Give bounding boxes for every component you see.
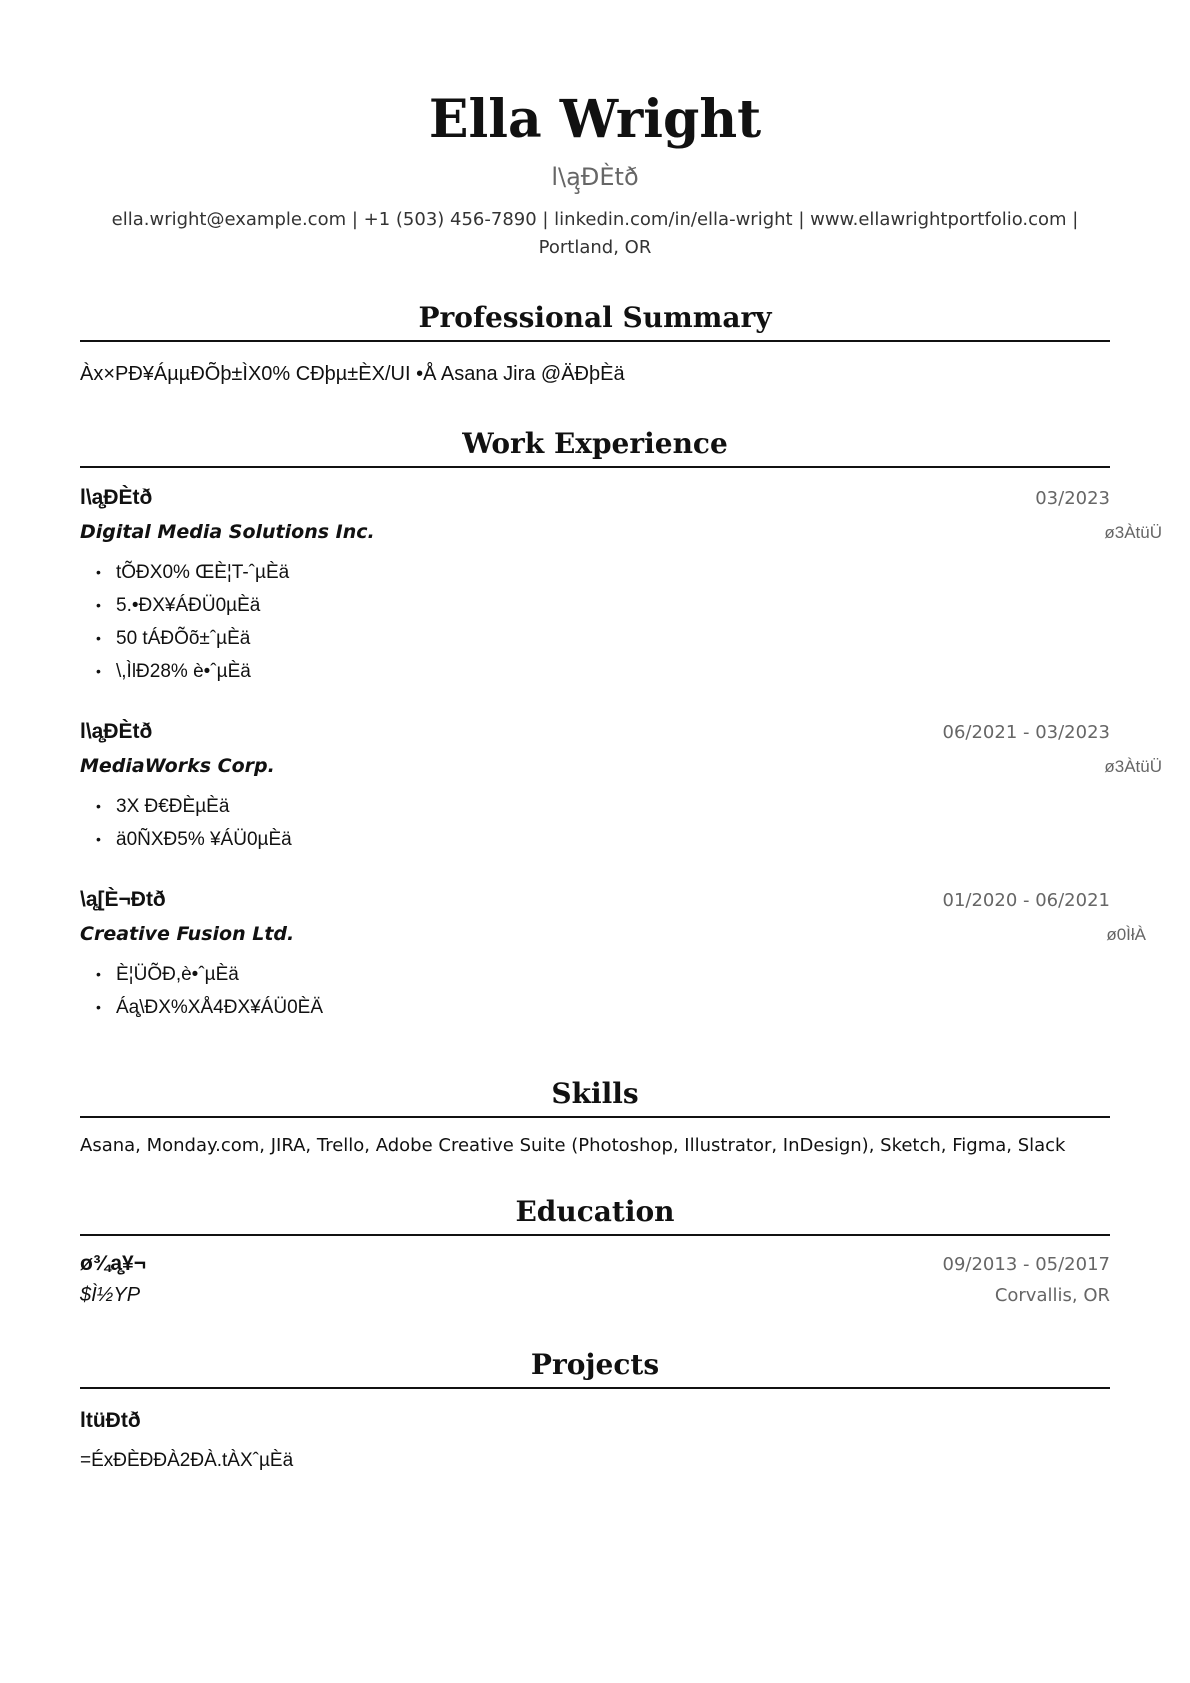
degree-name: ø¾ą̧¥¬	[80, 1252, 146, 1275]
job-location: ø3ÀtüÜ	[1104, 757, 1162, 776]
candidate-name: Ella Wright	[428, 89, 762, 150]
job-date: 06/2021 - 03/2023	[942, 722, 1110, 743]
school-name: $Ì½YP	[80, 1284, 141, 1306]
education-location: Corvallis, OR	[994, 1285, 1110, 1306]
list-item: • \,ÌlÐ28% è•ˆµÈä	[96, 655, 1110, 688]
contact-line: ella.wright@example.com | +1 (503) 456-7890 | linkedin.com/in/ella-wright | www.ellawrightportfolio.com | Portland, OR	[111, 209, 1079, 258]
job-title: l\ą̧ÐÈtð	[80, 486, 153, 509]
company-name: MediaWorks Corp.	[80, 755, 275, 777]
list-item: • 5.•ÐX¥ÁÐÜ0µÈä	[96, 589, 1110, 622]
job-location: ø0ÌłÀ	[1106, 925, 1146, 944]
company-name: Digital Media Solutions Inc.	[80, 521, 375, 543]
summary-text: Àx×PÐ¥ÁµµÐÕþ±ÌX0% CÐþµ±ÈX/UI •Å Asana Jira @ÄÐþÈä	[80, 363, 625, 385]
project-title: ltüÐtð	[80, 1409, 141, 1432]
list-item: • 3X Ð€ÐÈµÈä	[96, 790, 1110, 823]
job-date: 03/2023	[1035, 488, 1110, 509]
company-name: Creative Fusion Ltd.	[80, 923, 295, 945]
job-bullets	[80, 556, 1110, 688]
job-title: \ą̧[È¬Ðtð	[80, 888, 166, 911]
section-title-projects: Projects	[80, 1347, 1110, 1389]
job-location: ø3ÀtüÜ	[1104, 523, 1162, 542]
list-item: • tÕÐX0% ŒÈ¦T-ˆµÈä	[96, 556, 1110, 589]
section-title-summary: Professional Summary	[80, 300, 1110, 342]
candidate-title: l\ą̧ÐÈtð	[551, 163, 639, 191]
list-item: • Áą̧\ÐX%XÅ4ÐX¥ÁÜ0ÈÄ	[96, 991, 1110, 1024]
job-bullets	[80, 958, 1110, 1024]
project-description: =ÉxÐÈÐÐÀ2ÐÀ.tÀXˆµÈä	[80, 1450, 294, 1471]
job-bullets	[80, 790, 1110, 856]
list-item: • 50 tÁÐÕõ±ˆµÈä	[96, 622, 1110, 655]
job-entry	[80, 484, 1162, 688]
section-title-education: Education	[80, 1194, 1110, 1236]
education-date: 09/2013 - 05/2017	[942, 1254, 1110, 1275]
section-title-skills: Skills	[80, 1076, 1110, 1118]
job-entry	[80, 886, 1146, 1024]
list-item: • ä0ÑXÐ5% ¥ÁÜ0µÈä	[96, 823, 1110, 856]
project-entry	[80, 1407, 1110, 1475]
job-date: 01/2020 - 06/2021	[942, 890, 1110, 911]
resume-page	[80, 0, 1162, 1475]
list-item: • È¦ÜÕÐ,è•ˆµÈä	[96, 958, 1110, 991]
job-title: l\ą̧ÐÈtð	[80, 720, 153, 743]
job-entry	[80, 718, 1162, 856]
skills-text: Asana, Monday.com, JIRA, Trello, Adobe Creative Suite (Photoshop, Illustrator, InDesign), Sketch, Figma, Slack	[80, 1135, 1066, 1156]
education-entry	[80, 1252, 1110, 1307]
section-title-experience: Work Experience	[80, 426, 1110, 468]
